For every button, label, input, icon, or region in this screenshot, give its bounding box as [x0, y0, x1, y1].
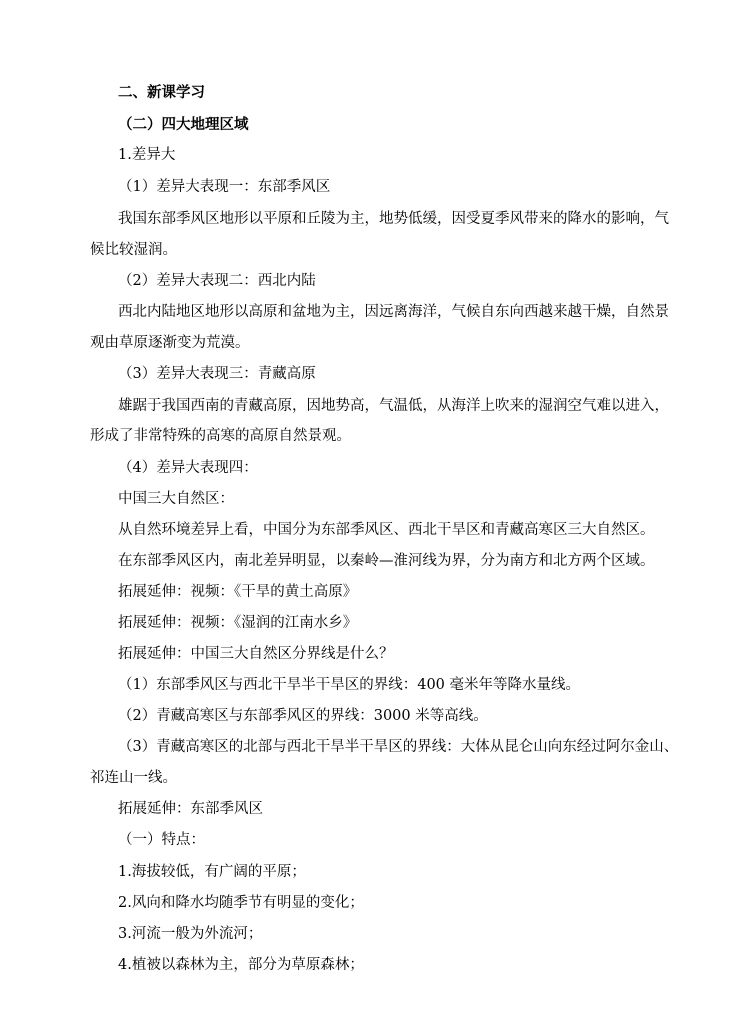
- paragraph-line: 拓展延伸：东部季风区: [118, 801, 263, 817]
- subsection-heading: （二）四大地理区域: [118, 116, 249, 133]
- paragraph-line: （2）差异大表现二：西北内陆: [118, 273, 316, 289]
- paragraph-line: （一）特点：: [118, 832, 205, 848]
- paragraph-line: 拓展延伸：视频：《干旱的黄土高原》: [118, 584, 358, 600]
- paragraph-line: （1）差异大表现一：东部季风区: [118, 179, 331, 195]
- paragraph-line: 在东部季风区内，南北差异明显，以秦岭—淮河线为界，分为南方和北方两个区域。: [118, 553, 655, 569]
- paragraph-line: 中国三大自然区：: [118, 491, 234, 507]
- paragraph-line: 候比较湿润。: [90, 242, 177, 258]
- paragraph-line: 拓展延伸：中国三大自然区分界线是什么？: [118, 646, 394, 662]
- paragraph-line: 1.海拔较低，有广阔的平原；: [118, 864, 306, 880]
- paragraph-line: 雄踞于我国西南的青藏高原，因地势高，气温低，从海洋上吹来的湿润空气难以进入，: [118, 398, 669, 414]
- paragraph-line: 形成了非常特殊的高寒的高原自然景观。: [90, 428, 351, 444]
- paragraph-line: （3）差异大表现三：青藏高原: [118, 366, 316, 382]
- paragraph-line: （4）差异大表现四：: [118, 460, 258, 476]
- paragraph-line: 从自然环境差异上看，中国分为东部季风区、西北干旱区和青藏高寒区三大自然区。: [118, 522, 655, 538]
- paragraph-line: （1）东部季风区与西北干旱半干旱区的界线：400 毫米年等降水量线。: [118, 677, 581, 693]
- paragraph-line: 拓展延伸：视频：《湿润的江南水乡》: [118, 615, 358, 631]
- paragraph-line: 祁连山一线。: [90, 770, 177, 786]
- section-heading: 二、新课学习: [118, 84, 205, 101]
- paragraph-line: 观由草原逐渐变为荒漠。: [90, 335, 250, 351]
- paragraph-line: 1.差异大: [118, 147, 176, 163]
- paragraph-line: 西北内陆地区地形以高原和盆地为主，因远离海洋，气候自东向西越来越干燥，自然景: [118, 304, 669, 320]
- paragraph-line: （3）青藏高寒区的北部与西北干旱半干旱区的界线：大体从昆仑山向东经过阿尔金山、: [118, 739, 679, 755]
- paragraph-line: 我国东部季风区地形以平原和丘陵为主，地势低缓，因受夏季风带来的降水的影响，气: [118, 211, 669, 227]
- paragraph-line: 4.植被以森林为主，部分为草原森林；: [118, 957, 364, 973]
- paragraph-line: 2.风向和降水均随季节有明显的变化；: [118, 895, 364, 911]
- paragraph-line: （2）青藏高寒区与东部季风区的界线：3000 米等高线。: [118, 708, 488, 724]
- paragraph-line: 3.河流一般为外流河；: [118, 926, 263, 942]
